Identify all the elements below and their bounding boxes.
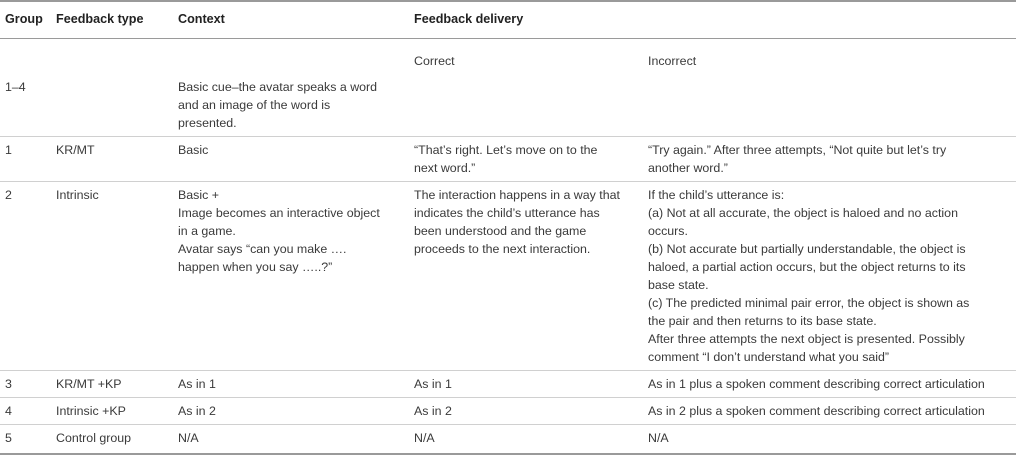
cell-group: 3 xyxy=(0,371,52,398)
cell-incorrect xyxy=(644,398,1016,425)
cell-correct xyxy=(410,425,644,455)
subheader-row xyxy=(0,39,1016,75)
cell-incorrect xyxy=(644,425,1016,455)
cell-line: comment “I don’t understand what you said” xyxy=(648,350,890,364)
table-row xyxy=(0,74,1016,137)
cell-context xyxy=(174,74,410,137)
cell-correct xyxy=(410,371,644,398)
subheader-incorrect: Incorrect xyxy=(648,54,697,68)
cell-line: (c) The predicted minimal pair error, the object is shown as xyxy=(648,296,970,310)
cell-line: another word.” xyxy=(648,161,728,175)
cell-line: “That’s right. Let’s move on to the xyxy=(414,143,598,157)
cell-incorrect xyxy=(644,371,1016,398)
cell-line: haloed, a partial action occurs, but the object returns to its xyxy=(648,260,966,274)
cell-line: base state. xyxy=(648,278,709,292)
cell-line: As in 2 xyxy=(178,404,216,418)
cell-line: next word.” xyxy=(414,161,476,175)
cell-line: occurs. xyxy=(648,224,688,238)
cell-feedback-type: KR/MT xyxy=(52,137,174,182)
cell-context xyxy=(174,371,410,398)
cell-feedback-type: Intrinsic xyxy=(52,182,174,371)
cell-line: N/A xyxy=(178,431,199,445)
cell-correct xyxy=(410,74,644,137)
cell-group: 1–4 xyxy=(5,80,26,94)
table-row xyxy=(0,182,1016,371)
cell-line: As in 2 xyxy=(414,404,452,418)
cell-line: As in 1 xyxy=(178,377,216,391)
subheader-correct: Correct xyxy=(414,54,455,68)
cell-feedback-type: Intrinsic +KP xyxy=(52,398,174,425)
cell-line: If the child’s utterance is: xyxy=(648,188,785,202)
subheader-blank-group xyxy=(0,39,52,75)
cell-incorrect xyxy=(644,182,1016,371)
cell-context xyxy=(174,398,410,425)
header-row xyxy=(0,1,1016,39)
cell-line: N/A xyxy=(648,431,669,445)
cell-line: As in 1 plus a spoken comment describing correct articulation xyxy=(648,377,985,391)
cell-group: 4 xyxy=(0,398,52,425)
cell-correct xyxy=(410,398,644,425)
cell-line: in a game. xyxy=(178,224,236,238)
cell-incorrect xyxy=(644,74,1016,137)
cell-line: been understood and the game xyxy=(414,224,587,238)
cell-line: Image becomes an interactive object xyxy=(178,206,380,220)
table-row xyxy=(0,137,1016,182)
table-row xyxy=(0,425,1016,455)
cell-context xyxy=(174,137,410,182)
header-feedback-delivery: Feedback delivery xyxy=(410,1,644,39)
cell-correct xyxy=(410,137,644,182)
cell-feedback-type xyxy=(52,74,174,137)
cell-line: Avatar says “can you make …. xyxy=(178,242,347,256)
cell-line: After three attempts the next object is presented. Possibly xyxy=(648,332,965,346)
table-row xyxy=(0,371,1016,398)
cell-line: and an image of the word is xyxy=(178,98,331,112)
cell-group: 2 xyxy=(0,182,52,371)
subheader-blank-type xyxy=(52,39,174,75)
cell-line: (b) Not accurate but partially understandable, the object is xyxy=(648,242,966,256)
cell-line: “Try again.” After three attempts, “Not quite but let’s try xyxy=(648,143,947,157)
cell-context xyxy=(174,425,410,455)
cell-incorrect xyxy=(644,137,1016,182)
cell-line: Basic + xyxy=(178,188,219,202)
cell-line: the pair and then returns to its base state. xyxy=(648,314,877,328)
cell-group: 1 xyxy=(0,137,52,182)
cell-correct xyxy=(410,182,644,371)
cell-feedback-type: KR/MT +KP xyxy=(52,371,174,398)
header-feedback-type: Feedback type xyxy=(52,1,174,39)
cell-context xyxy=(174,182,410,371)
subheader-blank-context xyxy=(174,39,410,75)
header-blank xyxy=(644,1,1016,39)
cell-feedback-type: Control group xyxy=(52,425,174,455)
cell-line: indicates the child’s utterance has xyxy=(414,206,600,220)
cell-line: N/A xyxy=(414,431,435,445)
table-row xyxy=(0,398,1016,425)
cell-line: As in 1 xyxy=(414,377,452,391)
header-context: Context xyxy=(174,1,410,39)
cell-line: Basic xyxy=(178,143,209,157)
cell-line: presented. xyxy=(178,116,237,130)
cell-line: happen when you say …..?” xyxy=(178,260,333,274)
cell-line: proceeds to the next interaction. xyxy=(414,242,591,256)
cell-line: (a) Not at all accurate, the object is haloed and no action xyxy=(648,206,958,220)
cell-line: Basic cue–the avatar speaks a word xyxy=(178,80,378,94)
cell-line: As in 2 plus a spoken comment describing correct articulation xyxy=(648,404,985,418)
cell-line: The interaction happens in a way that xyxy=(414,188,620,202)
cell-group: 5 xyxy=(0,425,52,455)
header-group: Group xyxy=(0,1,52,39)
